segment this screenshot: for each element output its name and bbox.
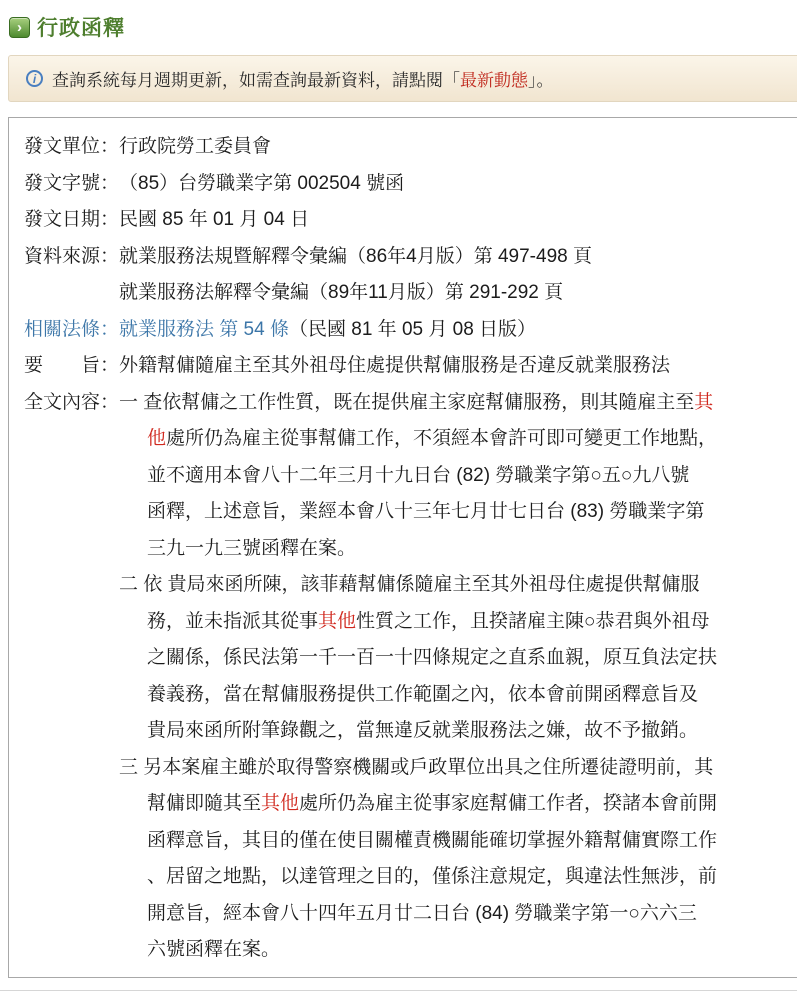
content-text: 、居留之地點，以達管理之目的，僅係注意規定，與違法性無涉，前 [147, 866, 718, 887]
field-row [24, 348, 794, 385]
field-row [24, 239, 794, 312]
notice-bar [8, 55, 797, 102]
document-fields [24, 129, 794, 385]
content-line [119, 823, 794, 860]
field-label: 資料來源： [24, 245, 120, 267]
notice-prefix: 查詢系統每月週期更新，如需查詢最新資料，請點閱「 [52, 71, 460, 90]
content-text: 之關係，係民法第一千一百一十四條規定之直系血親，原互負法定扶 [147, 647, 718, 668]
highlight-keyword: 其他 [318, 610, 357, 632]
content-line [119, 604, 794, 641]
source-line: 就業服務法解釋令彙編（89年11月版）第 291-292 頁 [119, 282, 564, 303]
content-line [119, 421, 794, 458]
content-text: 函釋，上述意旨，業經本會八十三年七月廿七日台 (83) 勞職業字第 [147, 501, 705, 522]
content-line [119, 859, 794, 896]
content-text: 並不適用本會八十二年三月十九日台 (82) 勞職業字第○五○九八號 [147, 464, 690, 486]
field-value: 外籍幫傭隨雇主至其外祖母住處提供幫傭服務是否違反就業服務法 [119, 355, 671, 376]
field-label: 發文單位： [24, 136, 120, 157]
notice-text [52, 66, 554, 91]
law-link[interactable]: 就業服務法 第 54 條 [119, 318, 289, 340]
source-line: 就業服務法規暨解釋令彙編（86年4月版）第 497-498 頁 [119, 245, 592, 267]
section-divider [0, 990, 797, 991]
field-row [24, 129, 794, 166]
content-line [119, 896, 794, 933]
latest-news-link[interactable]: 最新動態 [460, 71, 528, 90]
page-header [9, 12, 797, 42]
content-line [119, 567, 794, 604]
notice-suffix: 」。 [528, 71, 554, 90]
content-text: 函釋意旨，其目的僅在使目關權責機關能確切掌握外籍幫傭實際工作 [147, 829, 718, 851]
content-text: 處所仍為雇主從事家庭幫傭工作者，揆諸本會前開 [299, 793, 718, 814]
field-value: （85）台勞職業字第 002504 號函 [119, 172, 405, 194]
content-text: 開意旨，經本會八十四年五月廿二日台 (84) 勞職業字第一○六六三 [147, 902, 697, 924]
content-line [119, 494, 794, 531]
content-line [119, 531, 794, 568]
content-text: 貴局來函所附筆錄觀之，當無違反就業服務法之嫌，故不予撤銷。 [147, 720, 699, 741]
highlight-keyword: 其 [694, 391, 714, 413]
field-label: 要 旨： [24, 355, 120, 376]
field-label: 發文字號： [24, 172, 120, 194]
content-text: 務，並未指派其從事 [147, 610, 319, 632]
content-line [119, 750, 794, 787]
content-text: 六號函釋在案。 [147, 939, 281, 960]
document-box [8, 117, 797, 978]
field-row [24, 312, 794, 349]
content-text: 一 查依幫傭之工作性質，既在提供雇主家庭幫傭服務，則其隨雇主至 [119, 391, 695, 413]
content-text: 養義務，當在幫傭服務提供工作範圍之內，依本會前開函釋意旨及 [147, 683, 699, 705]
field-label: 發文日期： [24, 209, 120, 230]
field-label: 全文內容： [24, 391, 120, 413]
content-line [119, 713, 794, 750]
page-title: 行政函釋 [37, 17, 125, 40]
content-text: 處所仍為雇主從事幫傭工作，不須經本會許可即可變更工作地點， [166, 428, 718, 449]
content-row [24, 385, 794, 969]
field-value: 民國 85 年 01 月 04 日 [119, 209, 310, 230]
field-value [119, 239, 794, 312]
content-line [119, 640, 794, 677]
content-line [119, 677, 794, 714]
chevron-bullet-icon: › [9, 17, 30, 38]
content-text: 性質之工作，且揆諸雇主陳○恭君與外祖母 [356, 610, 710, 632]
content-line [119, 786, 794, 823]
content-line [119, 458, 794, 495]
info-icon: i [26, 70, 43, 87]
content-text: 幫傭即隨其至 [147, 793, 262, 814]
highlight-keyword: 其他 [261, 793, 300, 814]
field-row [24, 202, 794, 239]
content-text: 三九一九三號函釋在案。 [147, 537, 357, 559]
content-body [119, 385, 794, 969]
field-label: 相關法條： [24, 318, 120, 340]
highlight-keyword: 他 [147, 428, 167, 449]
content-line [119, 932, 794, 969]
field-row [24, 166, 794, 203]
law-version: （民國 81 年 05 月 08 日版） [288, 318, 537, 340]
content-text: 三 另本案雇主雖於取得警察機關或戶政單位出具之住所遷徒證明前，其 [119, 756, 714, 778]
field-value: 行政院勞工委員會 [119, 136, 272, 157]
content-text: 二 依 貴局來函所陳，該菲藉幫傭係隨雇主至其外祖母住處提供幫傭服 [119, 574, 700, 595]
content-line [119, 385, 794, 422]
field-value [119, 312, 794, 349]
